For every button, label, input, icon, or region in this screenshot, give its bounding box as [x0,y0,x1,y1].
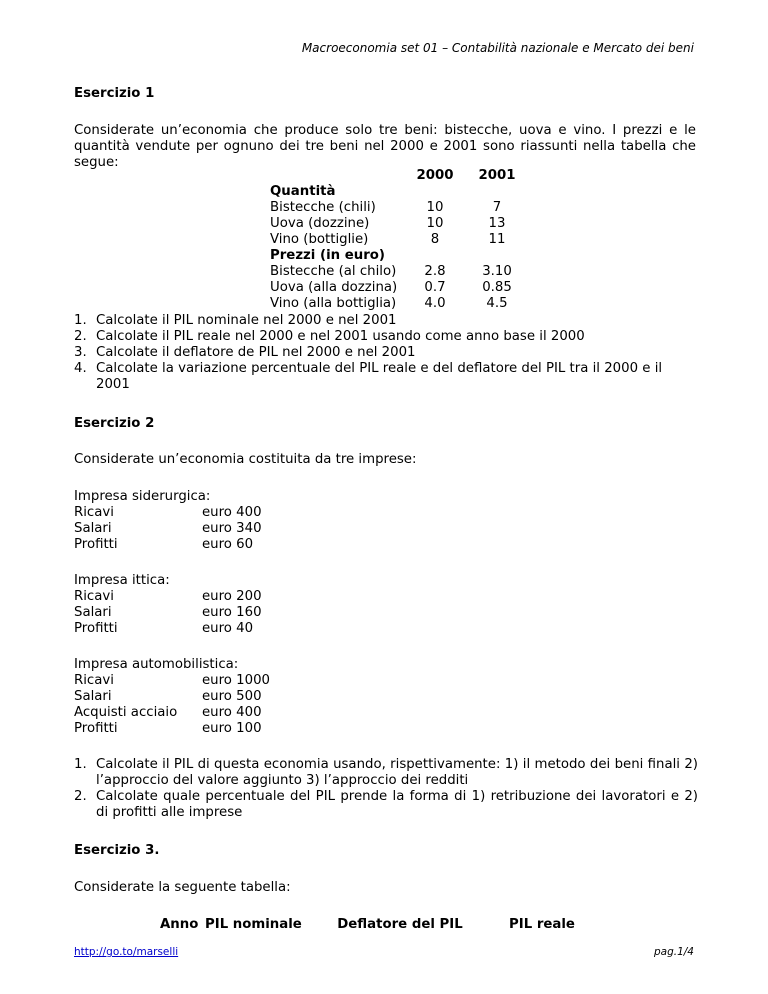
row-label: Uova (alla dozzina) [270,280,398,295]
cell: 2.8 [424,264,446,279]
item-label: Salari [74,605,112,620]
row-label: Vino (alla bottiglia) [270,296,397,311]
table-row [270,296,528,312]
item-value: euro 340 [202,521,262,536]
item-value: euro 1000 [202,673,270,688]
item-label: Profitti [74,721,118,736]
cell: 3.10 [482,264,512,279]
item-value: euro 40 [202,621,254,636]
table-row [270,248,528,264]
list-number: 1. [74,757,87,772]
item-value: euro 400 [202,705,262,720]
footer-link[interactable]: http://go.to/marselli [74,946,179,958]
firm-name: Impresa ittica: [74,573,170,588]
cell: 4.5 [486,296,508,311]
row-label: Vino (bottiglie) [270,232,369,247]
exercise-1-title: Esercizio 1 [74,86,155,101]
cell: 8 [430,232,440,247]
cell [404,184,466,200]
list-item: Calcolate il deflatore de PIL nel 2000 e nel 2001 [96,345,416,360]
item-label: Profitti [74,537,118,552]
list-item: Calcolate quale percentuale del PIL prende la forma di 1) retribuzione dei lavoratori e 2) di profitti alle imprese [96,789,698,820]
goods-table-header [270,168,528,184]
row-label: Prezzi (in euro) [270,248,385,263]
cell: 11 [488,232,506,247]
exercise-2-title: Esercizio 2 [74,416,155,431]
item-value: euro 160 [202,605,262,620]
table-row [270,216,528,232]
exercise-1-intro: Considerate un’economia che produce solo tre beni: bistecche, uova e vino. I prezzi e le quantità vendute per ognuno dei tre beni nel 2000 e 2001 sono riassunti nella tabella che segue: [74,123,696,170]
exercise-3-intro: Considerate la seguente tabella: [74,880,291,895]
exercise-2-intro: Considerate un’economia costituita da tre imprese: [74,452,417,467]
item-value: euro 60 [202,537,254,552]
list-number: 3. [74,345,87,360]
table-row [270,184,528,200]
cell: 7 [492,200,502,215]
item-value: euro 100 [202,721,262,736]
col-deflatore: Deflatore del PIL [337,917,463,932]
exercise-3-title: Esercizio 3. [74,843,160,858]
item-label: Ricavi [74,673,114,688]
cell: 13 [488,216,506,231]
col-2000: 2000 [416,168,454,183]
list-item: Calcolate la variazione percentuale del PIL reale e del deflatore del PIL tra il 2000 e il 2001 [96,361,663,392]
item-label: Ricavi [74,589,114,604]
col-pil-nominale: PIL nominale [205,917,302,932]
cell [466,184,528,200]
item-value: euro 500 [202,689,262,704]
cell: 4.0 [424,296,446,311]
list-number: 1. [74,313,87,328]
item-value: euro 200 [202,589,262,604]
goods-table [270,168,528,312]
list-number: 2. [74,329,87,344]
item-label: Acquisti acciaio [74,705,178,720]
item-value: euro 400 [202,505,262,520]
page-number: pag.1/4 [653,946,694,958]
table-row [270,232,528,248]
list-item: Calcolate il PIL di questa economia usando, rispettivamente: 1) il metodo dei beni finali 2) l’approccio del valore aggiunto 3) l’approccio dei redditi [96,757,698,788]
row-label: Bistecche (al chilo) [270,264,397,279]
table-row [270,264,528,280]
col-2001: 2001 [478,168,516,183]
list-number: 4. [74,361,87,376]
row-label: Bistecche (chili) [270,200,376,215]
row-label: Quantità [270,184,336,199]
list-item: Calcolate il PIL reale nel 2000 e nel 2001 usando come anno base il 2000 [96,329,585,344]
table-row [270,200,528,216]
firm-name: Impresa automobilistica: [74,657,239,672]
col-anno: Anno [160,917,199,932]
list-item: Calcolate il PIL nominale nel 2000 e nel 2001 [96,313,397,328]
cell [466,248,528,264]
cell: 10 [426,216,444,231]
cell: 0.7 [424,280,446,295]
cell: 10 [426,200,444,215]
cell [404,248,466,264]
item-label: Salari [74,689,112,704]
firm-name: Impresa siderurgica: [74,489,211,504]
item-label: Salari [74,521,112,536]
row-label: Uova (dozzine) [270,216,370,231]
item-label: Profitti [74,621,118,636]
item-label: Ricavi [74,505,114,520]
cell: 0.85 [482,280,512,295]
table-row [270,280,528,296]
col-pil-reale: PIL reale [509,917,575,932]
running-header: Macroeconomia set 01 – Contabilità nazionale e Mercato dei beni [301,41,694,55]
list-number: 2. [74,789,87,804]
